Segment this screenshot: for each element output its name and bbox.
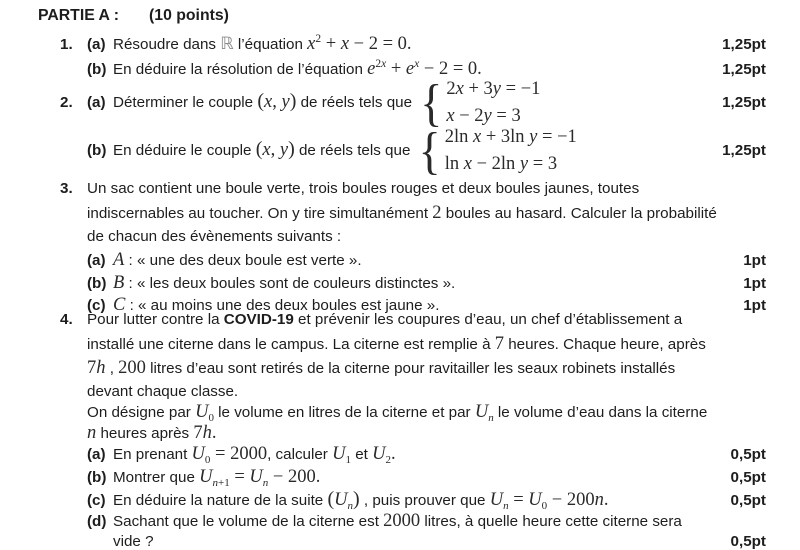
math-expression: $x^2 + x - 2 = 0$. — [307, 33, 412, 54]
item-label: (d) — [87, 513, 107, 530]
line-content: installé une citerne dans le campus. La citerne est remplie à 7 heures. Chaque heure, après — [87, 334, 706, 354]
points-value: 1,25pt — [722, 61, 766, 78]
item-number: 2. — [60, 94, 73, 111]
math-expression: $U_0$ — [195, 402, 214, 424]
line-content: Résoudre dans ℝ l’équation $x^2 + x - 2 = 0$. — [113, 33, 412, 54]
math-expression: 7h — [87, 358, 106, 378]
system-equation-row — [445, 124, 577, 151]
item-label: (c) — [87, 492, 106, 509]
points-value: 0,5pt — [730, 492, 766, 509]
line-content: Montrer que $U_{n+1} = U_n - 200$. — [113, 467, 321, 489]
item-label: (b) — [87, 469, 107, 486]
section-points: (10 points) — [149, 7, 229, 24]
line-content: A : « une des deux boule est verte ». — [113, 250, 362, 270]
math-expression: n — [87, 423, 97, 443]
points-value: 1pt — [743, 275, 766, 292]
line-content: devant chaque classe. — [87, 383, 239, 400]
item-label: (a) — [87, 94, 106, 111]
math-expression: $U_n = U_0 - 200n$. — [489, 490, 609, 512]
line-content: En déduire la nature de la suite $(U_n)$ , puis prouver que $U_n = U_0 - 200n$. — [113, 488, 609, 512]
system-brace-glyph: { — [418, 121, 441, 179]
points-value: 1,25pt — [722, 94, 766, 111]
document-line-q2a — [60, 73, 766, 131]
math-expression: ln x − 2ln y = 3 — [444, 154, 558, 174]
line-content: Déterminer le couple (x, y) de réels tels que { 2x + 3y = −1 x − 2y = 3 — [113, 73, 541, 131]
math-expression: 2000 — [383, 511, 421, 531]
item-label: (c) — [87, 297, 106, 314]
document-line-q3-l1 — [60, 177, 766, 201]
line-content: B : « les deux boules sont de couleurs distinctes ». — [113, 273, 456, 293]
line-content: En déduire le couple (x, y) de réels tels que { 2ln x + 3ln y = −1 ln x − 2ln y = 3 — [113, 121, 577, 179]
points-value: 0,5pt — [730, 533, 766, 550]
document-line-q4-l2 — [60, 332, 766, 357]
section-header — [38, 7, 229, 25]
item-label: (b) — [87, 142, 107, 159]
math-expression — [220, 34, 233, 54]
line-content: de chacun des évènements suivants : — [87, 228, 342, 245]
item-label: (a) — [87, 252, 106, 269]
points-value: 1pt — [743, 252, 766, 269]
document-line-q4-l1 — [60, 308, 766, 332]
points-value: 1,25pt — [722, 142, 766, 159]
math-expression: $U_0 = 2000$ — [191, 444, 268, 466]
document-line-q4d-l2 — [60, 530, 766, 550]
system-brace-glyph: { — [420, 73, 443, 131]
line-content: 7h , 200 litres d’eau sont retirés de la citerne pour ravitailler les seaux robinets installés — [87, 358, 676, 378]
document-line-q2b — [60, 121, 766, 179]
line-content: Sachant que le volume de la citerne est 2000 litres, à quelle heure cette citerne sera — [113, 511, 682, 531]
math-expression: 7 — [494, 334, 504, 354]
item-label: (a) — [87, 446, 106, 463]
item-number: 3. — [60, 180, 73, 197]
document-line-q3-l3 — [60, 225, 766, 249]
line-content: En prenant $U_0 = 2000$, calculer $U_1$ et $U_2$. — [113, 444, 396, 466]
document-line-q3-l2 — [60, 201, 766, 226]
bold-text: COVID-19 — [223, 311, 294, 328]
math-expression: B — [113, 273, 125, 293]
math-expression: $(U_n)$ — [327, 488, 360, 512]
line-content: On désigne par $U_0$ le volume en litres de la citerne et par $U_n$ le volume d’eau dans la citerne — [87, 402, 708, 424]
item-label: (b) — [87, 275, 107, 292]
item-number: 1. — [60, 36, 73, 53]
math-expression: $U_n$ — [474, 402, 494, 424]
math-expression: $U_2$. — [372, 444, 396, 466]
section-title: PARTIE A : — [38, 7, 120, 24]
blackboard-r: ℝ — [220, 34, 234, 54]
equation-system — [418, 121, 577, 179]
document-line-q3a — [60, 248, 766, 273]
line-content: Un sac contient une boule verte, trois boules rouges et deux boules jaunes, toutes — [87, 180, 640, 197]
line-content: En déduire la résolution de l’équation $e^{2x} + e^x - 2 = 0$. — [113, 58, 482, 79]
item-label: (b) — [87, 61, 107, 78]
points-value: 1pt — [743, 297, 766, 314]
item-label: (a) — [87, 36, 106, 53]
math-expression: $U_1$ — [332, 444, 351, 466]
system-equation-row — [445, 151, 577, 178]
math-expression: 7h. — [193, 423, 217, 443]
math-expression: 200 — [118, 358, 146, 378]
math-expression: $U_{n+1} = U_n - 200$. — [199, 467, 321, 489]
points-value: 0,5pt — [730, 446, 766, 463]
line-content: Pour lutter contre la COVID-19 et prévenir les coupures d’eau, un chef d’établissement a — [87, 311, 683, 328]
points-value: 0,5pt — [730, 469, 766, 486]
system-equation-row — [446, 76, 540, 103]
item-number: 4. — [60, 311, 73, 328]
math-expression: $e^{2x} + e^x - 2 = 0$. — [367, 58, 482, 79]
document-line-q4-l3 — [60, 356, 766, 381]
line-content: n heures après 7h. — [87, 423, 217, 443]
points-value: 1,25pt — [722, 36, 766, 53]
math-expression: C — [113, 295, 126, 315]
math-expression: (x, y) — [257, 90, 297, 113]
math-expression: x − 2y = 3 — [446, 106, 521, 126]
line-content: C : « au moins une des deux boules est jaune ». — [113, 295, 440, 315]
math-expression: 2ln x + 3ln y = −1 — [444, 127, 577, 147]
math-expression: 2x + 3y = −1 — [446, 79, 541, 99]
line-content: indiscernables au toucher. On y tire simultanément 2 boules au hasard. Calculer la probabilité — [87, 203, 717, 223]
line-content: vide ? — [113, 533, 154, 550]
math-expression: A — [113, 250, 125, 270]
math-expression: (x, y) — [255, 138, 295, 161]
math-expression: 2 — [432, 203, 442, 223]
